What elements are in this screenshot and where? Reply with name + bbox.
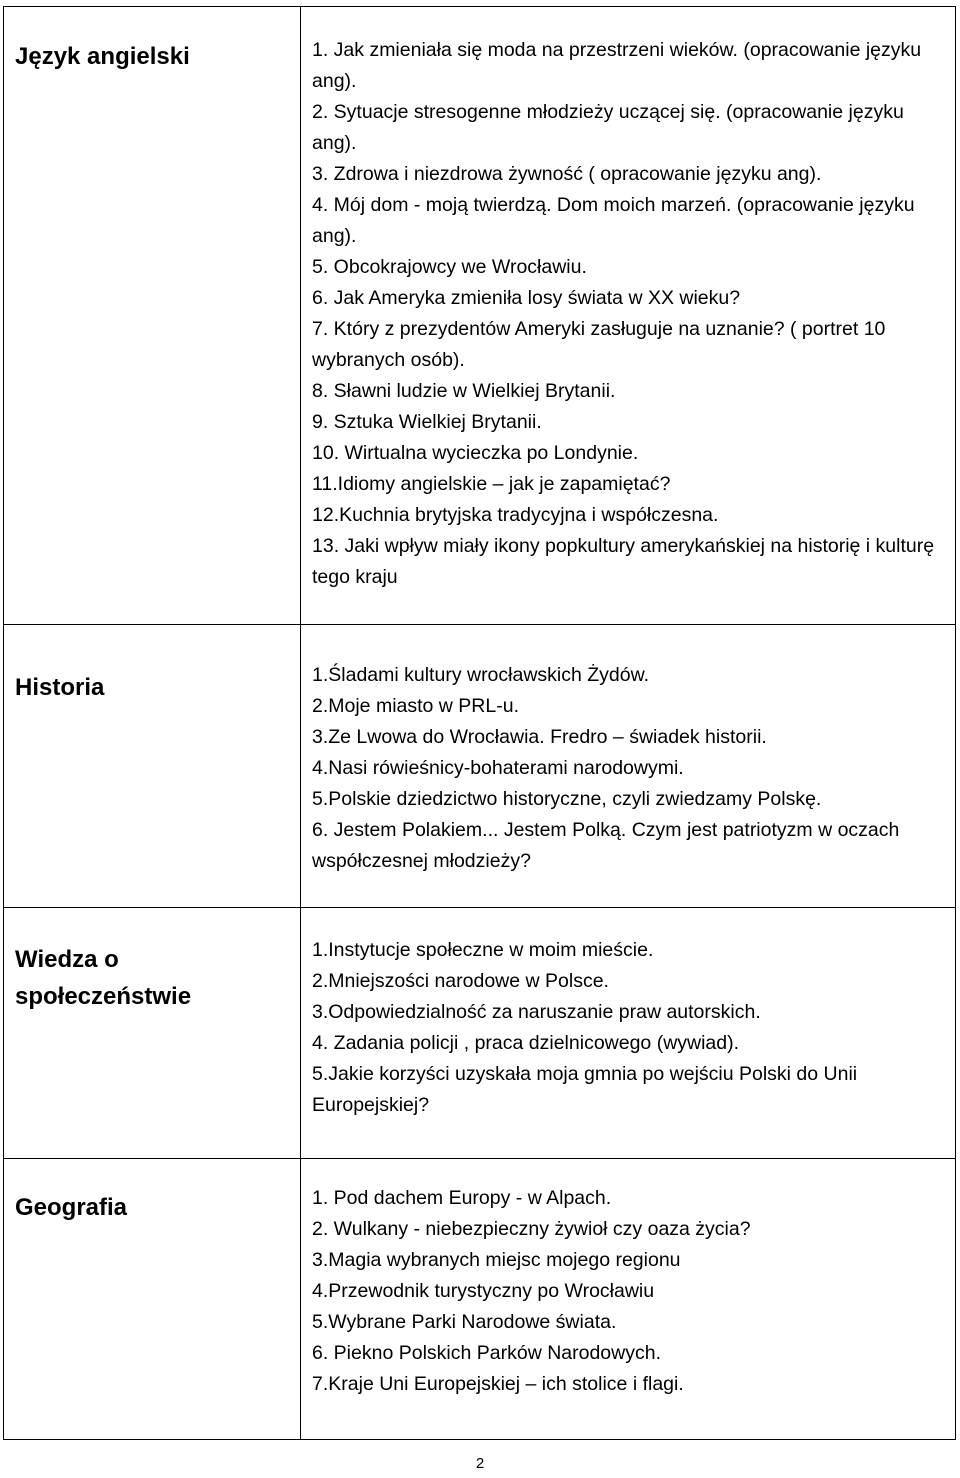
topic-item: 4. Mój dom - moją twierdzą. Dom moich marzeń. (opracowanie języku ang). bbox=[312, 194, 915, 247]
page-number: 2 bbox=[475, 1455, 485, 1472]
topic-item: 3.Ze Lwowa do Wrocławia. Fredro – świadek historii. bbox=[312, 726, 767, 748]
subject-cell: Wiedza o społeczeństwie bbox=[4, 908, 301, 1158]
topic-item: 4.Nasi rówieśnicy-bohaterami narodowymi. bbox=[312, 757, 684, 779]
topic-item: 2. Wulkany - niebezpieczny żywioł czy oaza życia? bbox=[312, 1218, 751, 1240]
topics-cell bbox=[301, 1159, 956, 1439]
topic-item: 6. Jestem Polakiem... Jestem Polką. Czym jest patriotyzm w oczach współczesnej młodzieży? bbox=[312, 819, 900, 872]
topic-item: 6. Jak Ameryka zmieniła losy świata w XX wieku? bbox=[312, 287, 741, 309]
topics-cell bbox=[301, 908, 956, 1158]
topic-item: 11.Idiomy angielskie – jak je zapamiętać? bbox=[312, 473, 671, 495]
topic-item: 2.Mniejszości narodowe w Polsce. bbox=[312, 970, 609, 992]
topic-item: 1.Instytucje społeczne w moim mieście. bbox=[312, 939, 654, 961]
topic-item: 5.Polskie dziedzictwo historyczne, czyli zwiedzamy Polskę. bbox=[312, 788, 822, 810]
topic-item: 7. Który z prezydentów Ameryki zasługuje na uznanie? ( portret 10 wybranych osób). bbox=[312, 318, 886, 371]
subject-cell: Historia bbox=[4, 625, 301, 907]
topic-item: 10. Wirtualna wycieczka po Londynie. bbox=[312, 442, 639, 464]
table-row bbox=[4, 625, 956, 908]
topics-cell bbox=[301, 625, 956, 907]
topic-item: 5.Jakie korzyści uzyskała moja gmnia po wejściu Polski do Unii Europejskiej? bbox=[312, 1063, 858, 1116]
subject-cell: Geografia bbox=[4, 1159, 301, 1439]
table-row bbox=[4, 908, 956, 1159]
table-row bbox=[4, 1159, 956, 1440]
topic-item: 1.Śladami kultury wrocławskich Żydów. bbox=[312, 664, 650, 686]
topic-item: 5.Wybrane Parki Narodowe świata. bbox=[312, 1311, 617, 1333]
topic-item: 3.Magia wybranych miejsc mojego regionu bbox=[312, 1249, 681, 1271]
subjects-table bbox=[3, 6, 956, 1440]
topic-item: 12.Kuchnia brytyjska tradycyjna i współczesna. bbox=[312, 504, 719, 526]
topic-item: 4. Zadania policji , praca dzielnicowego (wywiad). bbox=[312, 1032, 740, 1054]
topics-cell bbox=[301, 7, 956, 624]
topic-item: 1. Pod dachem Europy - w Alpach. bbox=[312, 1187, 612, 1209]
topic-item: 1. Jak zmieniała się moda na przestrzeni wieków. (opracowanie języku ang). bbox=[312, 39, 922, 92]
topic-item: 6. Piekno Polskich Parków Narodowych. bbox=[312, 1342, 661, 1364]
topic-item: 8. Sławni ludzie w Wielkiej Brytanii. bbox=[312, 380, 616, 402]
subject-cell: Język angielski bbox=[4, 7, 301, 624]
topic-item: 3. Zdrowa i niezdrowa żywność ( opracowanie języku ang). bbox=[312, 163, 822, 185]
table-row bbox=[4, 7, 956, 625]
topic-item: 4.Przewodnik turystyczny po Wrocławiu bbox=[312, 1280, 655, 1302]
topic-item: 7.Kraje Uni Europejskiej – ich stolice i flagi. bbox=[312, 1373, 684, 1395]
topic-item: 9. Sztuka Wielkiej Brytanii. bbox=[312, 411, 542, 433]
topic-item: 3.Odpowiedzialność za naruszanie praw autorskich. bbox=[312, 1001, 761, 1023]
topic-item: 2.Moje miasto w PRL-u. bbox=[312, 695, 519, 717]
topic-item: 13. Jaki wpływ miały ikony popkultury amerykańskiej na historię i kulturę tego kraju bbox=[312, 535, 935, 588]
topic-item: 2. Sytuacje stresogenne młodzieży uczącej się. (opracowanie języku ang). bbox=[312, 101, 904, 154]
topic-item: 5. Obcokrajowcy we Wrocławiu. bbox=[312, 256, 587, 278]
